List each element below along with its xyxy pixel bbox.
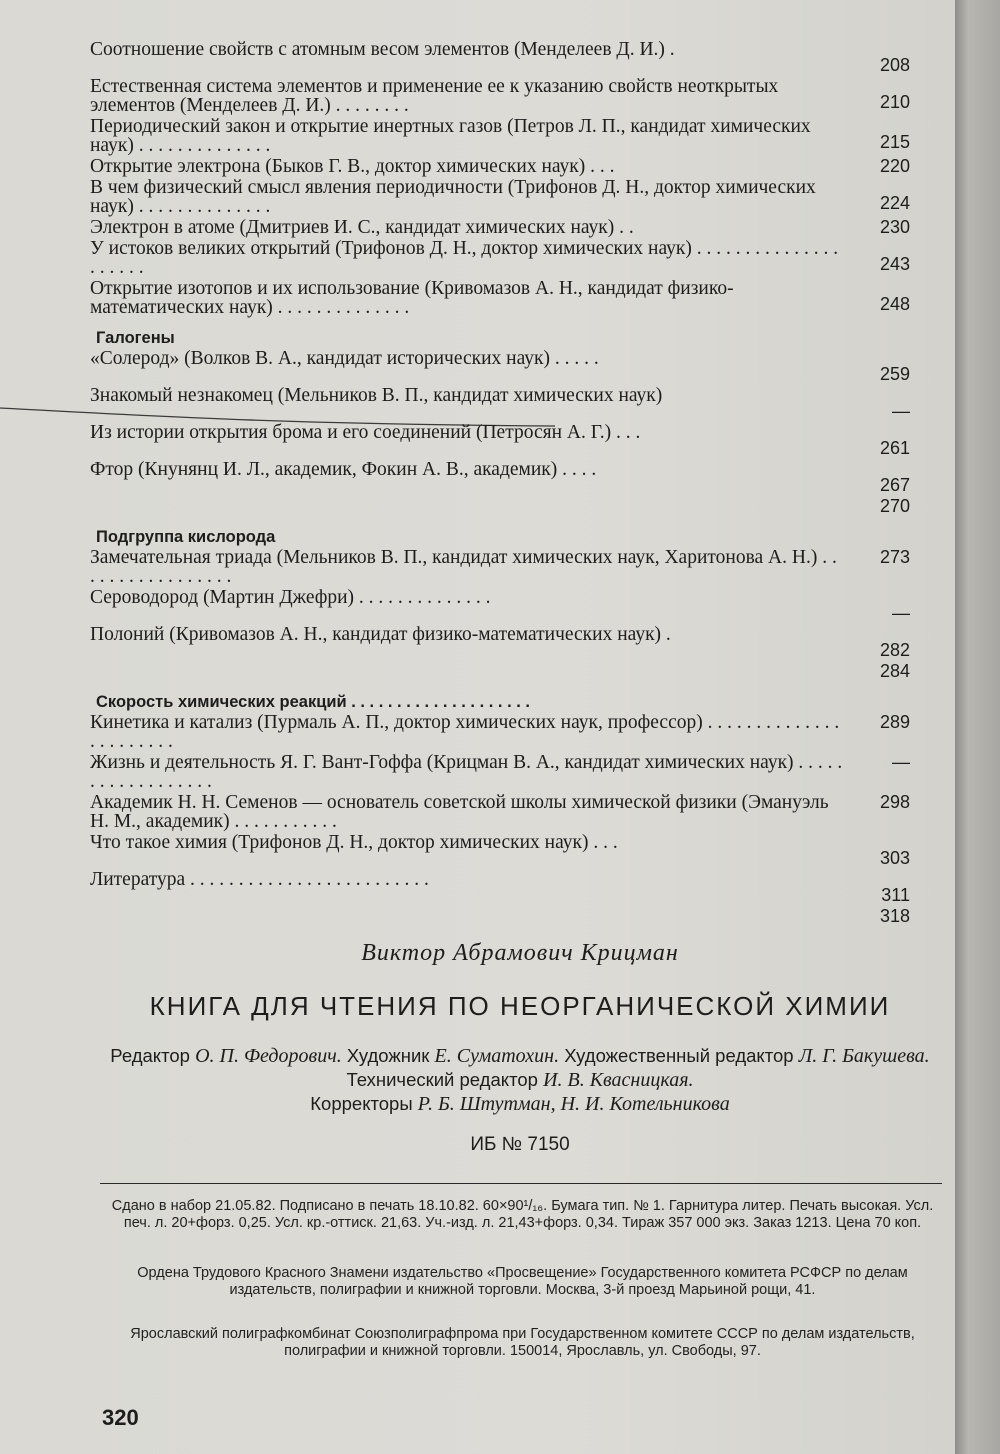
- tech-editor-label: Технический редактор: [346, 1069, 538, 1090]
- toc-entry-text: В чем физический смысл явления периодичности (Трифонов Д. Н., доктор химических наук) . . . . . . . . . . . . . .: [90, 177, 816, 217]
- editor-name: О. П. Федорович.: [195, 1045, 342, 1067]
- toc-section-heading: Скорость химических реакций . . . . . . . . . . . . . . . . . . . .: [96, 693, 530, 711]
- correctors-names: Р. Б. Штутман, Н. И. Котельникова: [417, 1093, 730, 1115]
- toc-entry-page: —: [892, 603, 910, 623]
- artist-name: Е. Суматохин.: [434, 1045, 560, 1067]
- publisher-info: Ордена Трудового Красного Знамени издательство «Просвещение» Государственного комитета РСФСР по делам издательств, полиграфии и книжной торговли. Москва, 3-й проезд Марьиной рощи, 41.: [137, 1265, 908, 1298]
- toc-entry-page: 273: [879, 547, 910, 567]
- toc-section-heading: Подгруппа кислорода: [96, 528, 276, 546]
- toc-entry: [90, 460, 910, 495]
- toc-entry-page: 224: [879, 193, 910, 213]
- toc-section-heading: Галогены: [96, 329, 175, 347]
- art-editor-name: Л. Г. Бакушева.: [798, 1045, 930, 1067]
- toc-entry-text: Жизнь и деятельность Я. Г. Вант-Гоффа (Крицман В. А., кандидат химических наук) . . . . . . . . . . . . . . . . . .: [90, 752, 843, 792]
- toc-entry-page: 220: [879, 156, 910, 176]
- toc-entry-text: Кинетика и катализ (Пурмаль А. П., доктор химических наук, профессор) . . . . . . . . . . . . . . . . . . . . . . .: [90, 712, 840, 752]
- toc-entry: [90, 40, 910, 75]
- correctors-label: Корректоры: [310, 1093, 413, 1114]
- toc-entry-text: Открытие электрона (Быков Г. В., доктор химических наук) . . .: [90, 156, 615, 177]
- toc-entry-text: Соотношение свойств с атомным весом элементов (Менделеев Д. И.) .: [90, 39, 675, 60]
- toc-entry-text: Из истории открытия брома и его соединений (Петросян А. Г.) . . .: [90, 422, 641, 443]
- toc-entry: [90, 386, 910, 421]
- toc-entry-text: «Солерод» (Волков В. А., кандидат исторических наук) . . . . .: [90, 348, 599, 369]
- toc-entry-page: 248: [879, 294, 910, 314]
- print-info: Сдано в набор 21.05.82. Подписано в печать 18.10.82. 60×90¹/₁₆. Бумага тип. № 1. Гарнитура литер. Печать высокая. Усл. печ. л. 20+форз. 0,25. Усл. кр.-оттиск. 21,63. Уч.-изд. л. 21,43+форз. 0,34. Тираж 357 000 экз. Заказ 1213. Цена 70 коп.: [111, 1198, 934, 1231]
- toc-entry-page: 230: [879, 217, 910, 237]
- toc-entry-page: 261: [879, 438, 910, 458]
- toc-entry: [90, 625, 910, 660]
- toc-entry-page: 267: [879, 475, 910, 495]
- toc-entry: [90, 239, 910, 277]
- toc-entry-text: Полоний (Кривомазов А. Н., кандидат физико-математических наук) .: [90, 624, 671, 645]
- toc-entry-page: 259: [879, 364, 910, 384]
- toc-entry-page: 289: [879, 712, 910, 732]
- toc-entry-page: 270: [879, 496, 910, 516]
- toc-entry: [90, 588, 910, 623]
- toc-entry: [90, 793, 910, 831]
- toc-entry: [90, 548, 910, 586]
- book-title: КНИГА ДЛЯ ЧТЕНИЯ ПО НЕОРГАНИЧЕСКОЙ ХИМИИ: [149, 991, 891, 1021]
- printer-info: Ярославский полиграфкомбинат Союзполиграфпрома при Государственном комитете СССР по делам издательств, полиграфии и книжной торговли. 150014, Ярославль, ул. Свободы, 97.: [130, 1326, 915, 1359]
- toc-entry-text: Знакомый незнакомец (Мельников В. П., кандидат химических наук): [90, 385, 663, 406]
- page-number: 320: [102, 1405, 139, 1430]
- toc-entry: [90, 753, 910, 791]
- ib-number: ИБ № 7150: [470, 1134, 570, 1155]
- toc-entry-page: 303: [879, 848, 910, 868]
- table-of-contents: [90, 40, 910, 928]
- author-name: Виктор Абрамович Крицман: [361, 940, 679, 966]
- toc-trailing-page: [90, 662, 910, 681]
- toc-entry-text: Естественная система элементов и применение ее к указанию свойств неоткрытых элементов (Менделеев Д. И.) . . . . . . . .: [90, 76, 779, 116]
- tech-editor-name: И. В. Квасницкая.: [543, 1069, 694, 1091]
- divider-rule: [100, 1183, 942, 1184]
- toc-entry-text: Замечательная триада (Мельников В. П., кандидат химических наук, Харитонова А. Н.) . . . . . . . . . . . . . . . . .: [90, 547, 837, 587]
- toc-entry-text: Что такое химия (Трифонов Д. Н., доктор химических наук) . . .: [90, 832, 618, 853]
- toc-entry: [90, 279, 910, 317]
- toc-entry-page: —: [892, 401, 910, 421]
- toc-entry-text: Периодический закон и открытие инертных газов (Петров Л. П., кандидат химических наук) . . . . . . . . . . . . . .: [90, 116, 811, 156]
- toc-trailing-page: [90, 907, 910, 926]
- toc-entry: [90, 157, 910, 176]
- toc-entry-page: 215: [879, 132, 910, 152]
- toc-entry-text: Литература . . . . . . . . . . . . . . . . . . . . . . . . .: [90, 869, 429, 890]
- toc-entry: [90, 870, 910, 905]
- toc-entry-page: 243: [879, 254, 910, 274]
- toc-entry: [90, 218, 910, 237]
- artist-label: Художник: [346, 1045, 430, 1066]
- toc-entry-page: 311: [881, 885, 910, 905]
- toc-entry: [90, 713, 910, 751]
- colophon-title-block: [90, 940, 950, 1156]
- toc-entry-page: 298: [879, 792, 910, 812]
- toc-entry-text: Электрон в атоме (Дмитриев И. С., кандидат химических наук) . .: [90, 217, 634, 238]
- toc-entry-text: Сероводород (Мартин Джефри) . . . . . . . . . . . . . .: [90, 587, 491, 608]
- toc-entry: [90, 833, 910, 868]
- toc-entry-page: 210: [879, 92, 910, 112]
- toc-entry: [90, 423, 910, 458]
- toc-entry-text: Академик Н. Н. Семенов — основатель советской школы химической физики (Эмануэль Н. М., академик) . . . . . . . . . . .: [90, 792, 829, 832]
- toc-entry-page: 284: [879, 661, 910, 681]
- toc-entry: [90, 117, 910, 155]
- toc-entry: [90, 349, 910, 384]
- toc-entry-text: У истоков великих открытий (Трифонов Д. Н., доктор химических наук) . . . . . . . . . . . . . . . . . . . . .: [90, 238, 839, 278]
- toc-entry-text: Фтор (Кнунянц И. Л., академик, Фокин А. В., академик) . . . .: [90, 459, 597, 480]
- toc-entry-text: Открытие изотопов и их использование (Кривомазов А. Н., кандидат физико-математических наук) . . . . . . . . . . . . . .: [90, 278, 734, 318]
- credits: [90, 1044, 950, 1116]
- art-editor-label: Художественный редактор: [564, 1045, 794, 1066]
- toc-entry: [90, 178, 910, 216]
- toc-trailing-page: [90, 497, 910, 516]
- toc-entry-page: —: [892, 752, 910, 772]
- toc-entry-page: 282: [879, 640, 910, 660]
- toc-entry-page: 318: [879, 906, 910, 926]
- book-spine-edge: [955, 0, 1000, 1454]
- editor-label: Редактор: [110, 1045, 190, 1066]
- toc-entry: [90, 77, 910, 115]
- toc-entry-page: 208: [879, 55, 910, 75]
